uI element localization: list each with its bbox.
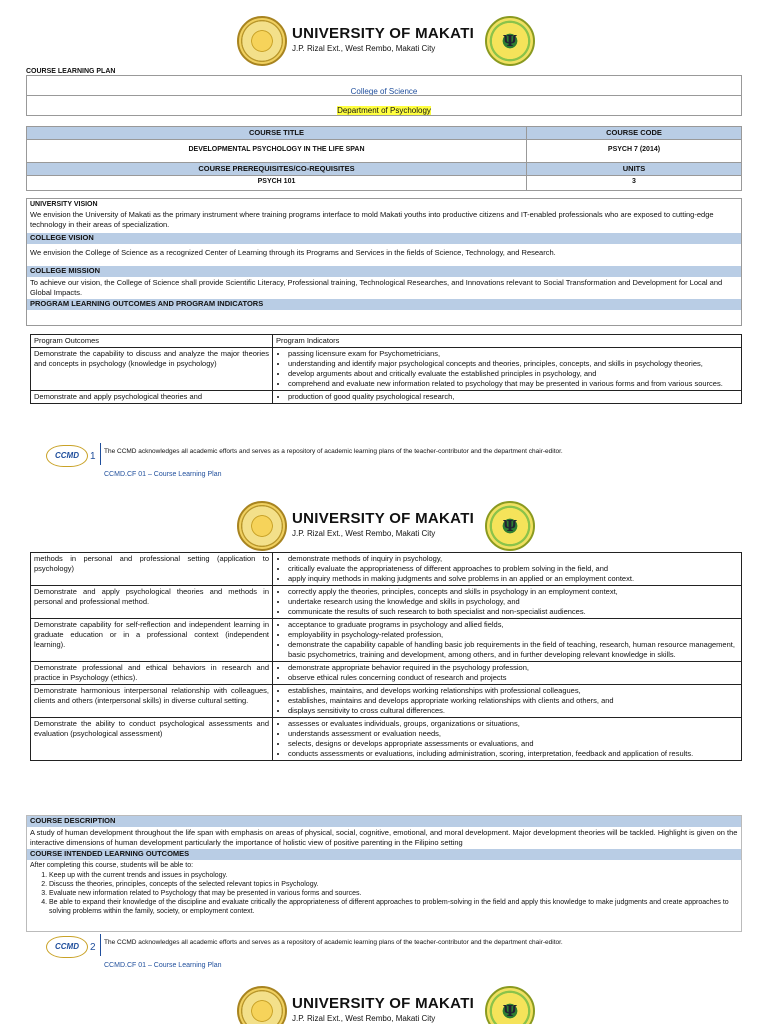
cilo-item: 4. Be able to expand their knowledge of the discipline and evaluate critically the appropriateness of different approaches to problem-solving in the field and apply this knowledge to make judgments and create approaches to solving problems within the family, society, or employment context. — [49, 898, 741, 916]
plo-indicators — [276, 620, 738, 660]
college-name: College of Science — [350, 87, 418, 96]
indicator-item: • communicate the results of such research to both specialist and non-specialist audiences. — [288, 607, 738, 617]
cilo-item: 2. Discuss the theories, principles, concepts of the selected relevant topics in Psychology. — [49, 880, 741, 889]
plo-outcome: Demonstrate and apply psychological theories and methods in personal and professional method. — [31, 586, 273, 619]
university-seal-icon — [237, 986, 287, 1024]
units-value: 3 — [527, 176, 742, 191]
course-info-table — [26, 126, 742, 191]
plo-outcome: Demonstrate and apply psychological theories and — [31, 391, 273, 404]
indicator-item: • undertake research using the knowledge and skills in psychology, and — [288, 597, 738, 607]
cilo-item: 3. Evaluate new information related to Psychology that may be presented in various forms and sources. — [49, 889, 741, 898]
plo-indicators — [276, 349, 738, 389]
indicator-item: • assesses or evaluates individuals, groups, organizations or situations, — [288, 719, 738, 729]
page-number: 2 — [90, 942, 96, 953]
footer-ack: The CCMD acknowledges all academic efforts and serves as a repository of academic learning plans of the teacher-contributor and the department chair-editor. — [104, 448, 563, 455]
units-label: UNITS — [527, 163, 742, 176]
uv-label: UNIVERSITY VISION — [30, 201, 98, 208]
page-number: 1 — [90, 451, 96, 462]
indicator-item: • acceptance to graduate programs in psychology and allied fields, — [288, 620, 738, 630]
vision-mission-box — [26, 198, 742, 326]
course-title: DEVELOPMENTAL PSYCHOLOGY IN THE LIFE SPAN — [27, 140, 527, 163]
footer-divider — [100, 443, 101, 465]
indicator-item: • apply inquiry methods in making judgments and solve problems in an applied or an employment context. — [288, 574, 738, 584]
cv-text: We envision the College of Science as a recognized Center of Learning through its Programs and Services in the fields of Science, Technology, and Research. — [30, 248, 556, 257]
university-address: J.P. Rizal Ext., West Rembo, Makati City — [292, 44, 436, 53]
page2-header — [0, 497, 768, 557]
cd-text: A study of human development throughout the life span with emphasis on areas of physical, social, cognitive, emotional, and moral development. Major development theories will be tackled. Highlight is given on the interactive dimensions of human development particularly the importance of holistic view of positive parenting in the Filipino setting — [30, 828, 738, 847]
footer-code: CCMD.CF 01 – Course Learning Plan — [104, 471, 222, 478]
plo-outcome: Demonstrate harmonious interpersonal relationship with colleagues, clients and others (interpersonal skills) in diverse cultural setting. — [31, 685, 273, 718]
indicator-item: • displays sensitivity to cross cultural differences. — [288, 706, 738, 716]
ccmd-logo-icon: CCMD — [46, 445, 88, 467]
course-code: PSYCH 7 (2014) — [527, 140, 742, 163]
plo-indicators — [276, 587, 738, 617]
university-seal-icon — [237, 501, 287, 551]
plo-outcome: Demonstrate professional and ethical behaviors in research and practice in Psychology (ethics). — [31, 662, 273, 685]
plo-indicators — [276, 663, 738, 683]
indicator-item: • critically evaluate the appropriateness of different approaches to problem solving in the field, and — [288, 564, 738, 574]
college-seal-icon: Ψ — [485, 986, 535, 1024]
plo-outcome: Demonstrate capability for self-reflection and independent learning in graduate education or in a professional context (independent learning). — [31, 619, 273, 662]
ccmd-logo-icon: CCMD — [46, 936, 88, 958]
plo-table-2 — [30, 552, 742, 761]
college-box — [26, 75, 742, 96]
cm-label: COLLEGE MISSION — [27, 266, 741, 277]
plo-indicators — [276, 719, 738, 759]
indicator-item: • passing licensure exam for Psychometricians, — [288, 349, 738, 359]
indicator-item: • observe ethical rules concerning conduct of research and projects — [288, 673, 738, 683]
university-address: J.P. Rizal Ext., West Rembo, Makati City — [292, 1014, 436, 1023]
cilo-label: COURSE INTENDED LEARNING OUTCOMES — [27, 849, 741, 860]
indicator-item: • comprehend and evaluate new information related to psychology that may be presented in various forms and from various sources. — [288, 379, 738, 389]
indicator-item: • establishes, maintains, and develops working relationships with professional colleagues, — [288, 686, 738, 696]
cm-text: To achieve our vision, the College of Science shall provide Scientific Literacy, Professional training, Technological Researches, and Innovations relevant to Social Transformation and Development for Local and Global Impacts. — [30, 278, 723, 297]
indicator-item: • develop arguments about and critically evaluate the established principles in psychology, and — [288, 369, 738, 379]
college-seal-icon: Ψ — [485, 16, 535, 66]
indicator-item: • employability in psychology-related profession, — [288, 630, 738, 640]
page2-footer — [46, 934, 746, 974]
plo-table-1 — [30, 334, 742, 404]
plo-indicators — [276, 392, 738, 402]
indicator-item: • selects, designs or develops appropriate assessments or evaluations, and — [288, 739, 738, 749]
doc-label: COURSE LEARNING PLAN — [26, 68, 116, 75]
course-description-box — [26, 815, 742, 932]
plo-outcome: Demonstrate the capability to discuss and analyze the major theories and concepts in psychology (knowledge in psychology) — [31, 348, 273, 391]
indicator-item: • demonstrate methods of inquiry in psychology, — [288, 554, 738, 564]
department-name: Department of Psychology — [337, 106, 431, 115]
footer-divider — [100, 934, 101, 956]
col-indicators: Program Indicators — [273, 335, 742, 348]
prereq-label: COURSE PREREQUISITES/CO-REQUISITES — [27, 163, 527, 176]
prereq-value: PSYCH 101 — [27, 176, 527, 191]
cilo-item: 1. Keep up with the current trends and issues in psychology. — [49, 871, 741, 880]
department-box — [26, 95, 742, 116]
col-outcomes: Program Outcomes — [31, 335, 273, 348]
page3-header — [0, 982, 768, 1024]
university-name: UNIVERSITY OF MAKATI — [292, 995, 475, 1012]
course-title-label: COURSE TITLE — [27, 127, 527, 140]
footer-ack: The CCMD acknowledges all academic efforts and serves as a repository of academic learning plans of the teacher-contributor and the department chair-editor. — [104, 939, 563, 946]
indicator-item: • understands assessment or evaluation needs, — [288, 729, 738, 739]
university-name: UNIVERSITY OF MAKATI — [292, 25, 475, 42]
indicator-item: • conducts assessments or evaluations, including administration, scoring, interpretation, feedback and application of results. — [288, 749, 738, 759]
university-seal-icon — [237, 16, 287, 66]
page1-footer — [46, 443, 746, 483]
plo-outcome: Demonstrate the ability to conduct psychological assessments and evaluation (psychological assessment) — [31, 718, 273, 761]
plo-indicators — [276, 686, 738, 716]
cilo-intro: After completing this course, students will be able to: — [30, 862, 194, 869]
uv-text: We envision the University of Makati as the primary instrument where training programs interface to mold Makati youths into productive citizens and IT-enabled professionals who are exposed to cutting-edge technology in their areas of specialization. — [30, 210, 714, 229]
course-code-label: COURSE CODE — [527, 127, 742, 140]
university-name: UNIVERSITY OF MAKATI — [292, 510, 475, 527]
indicator-item: • demonstrate the capability capable of handling basic job requirements in the field of teaching, research, human resource management, basic psychometrics, training and development, among others, and in further developing relevant knowledge in skills. — [288, 640, 738, 660]
footer-code: CCMD.CF 01 – Course Learning Plan — [104, 962, 222, 969]
cilo-list — [27, 871, 741, 916]
cv-label: COLLEGE VISION — [27, 233, 741, 244]
indicator-item: • understanding and identify major psychological concepts and theories, principles, concepts, and skills in psychology theories, — [288, 359, 738, 369]
college-seal-icon: Ψ — [485, 501, 535, 551]
plo-indicators — [276, 554, 738, 584]
indicator-item: • establishes, maintains and develops appropriate working relationships with clients and others, and — [288, 696, 738, 706]
indicator-item: • correctly apply the theories, principles, concepts and skills in psychology in an employment context, — [288, 587, 738, 597]
university-address: J.P. Rizal Ext., West Rembo, Makati City — [292, 529, 436, 538]
cd-label: COURSE DESCRIPTION — [27, 816, 741, 827]
page1-header — [0, 12, 768, 72]
indicator-item: • production of good quality psychological research, — [288, 392, 738, 402]
plo-outcome: methods in personal and professional setting (application to psychology) — [31, 553, 273, 586]
plo-label: PROGRAM LEARNING OUTCOMES AND PROGRAM INDICATORS — [27, 299, 741, 310]
indicator-item: • demonstrate appropriate behavior required in the psychology profession, — [288, 663, 738, 673]
